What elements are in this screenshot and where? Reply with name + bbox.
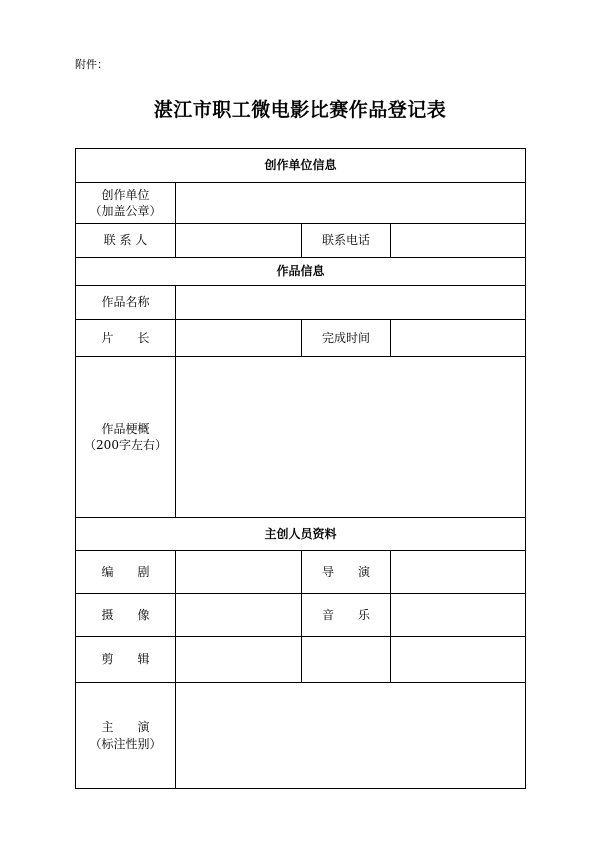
field-director[interactable] [391, 551, 526, 594]
section-header-unit-info: 创作单位信息 [76, 149, 526, 183]
label-camera: 摄 像 [76, 594, 176, 637]
page-title: 湛江市职工微电影比赛作品登记表 [153, 99, 447, 121]
field-extra-value[interactable] [391, 637, 526, 683]
field-editor[interactable] [176, 637, 302, 683]
label-unit-name [76, 183, 176, 224]
label-contact-person: 联 系 人 [76, 224, 176, 258]
attachment-label: 附件： [75, 58, 108, 71]
label-editor: 剪 辑 [76, 637, 176, 683]
label-duration: 片 长 [76, 320, 176, 357]
section-header-work-info: 作品信息 [76, 258, 526, 286]
field-lead-actor[interactable] [176, 683, 526, 789]
label-contact-phone: 联系电话 [302, 224, 391, 258]
field-completion-time[interactable] [391, 320, 526, 357]
label-unit-name-text: 创作单位 [101, 187, 150, 202]
section-header-crew-info: 主创人员资料 [76, 518, 526, 551]
label-director: 导 演 [302, 551, 391, 594]
field-screenwriter[interactable] [176, 551, 302, 594]
field-music[interactable] [391, 594, 526, 637]
label-lead-actor [76, 683, 176, 789]
field-unit-name[interactable] [176, 183, 526, 224]
label-completion-time: 完成时间 [302, 320, 391, 357]
registration-form [75, 148, 526, 789]
field-work-name[interactable] [176, 286, 526, 320]
label-lead-actor-note: （标注性别） [89, 736, 162, 751]
field-contact-phone[interactable] [391, 224, 526, 258]
label-synopsis-note: （200字左右） [84, 438, 167, 452]
label-work-name: 作品名称 [76, 286, 176, 320]
field-camera[interactable] [176, 594, 302, 637]
label-synopsis [76, 357, 176, 518]
field-contact-person[interactable] [176, 224, 302, 258]
label-unit-name-note: （加盖公章） [89, 204, 162, 218]
label-synopsis-text: 作品梗概 [101, 421, 150, 436]
label-screenwriter: 编 剧 [76, 551, 176, 594]
field-synopsis[interactable] [176, 357, 526, 518]
label-lead-actor-text: 主 演 [101, 720, 150, 735]
label-music: 音 乐 [302, 594, 391, 637]
field-extra-label[interactable] [302, 637, 391, 683]
field-duration[interactable] [176, 320, 302, 357]
